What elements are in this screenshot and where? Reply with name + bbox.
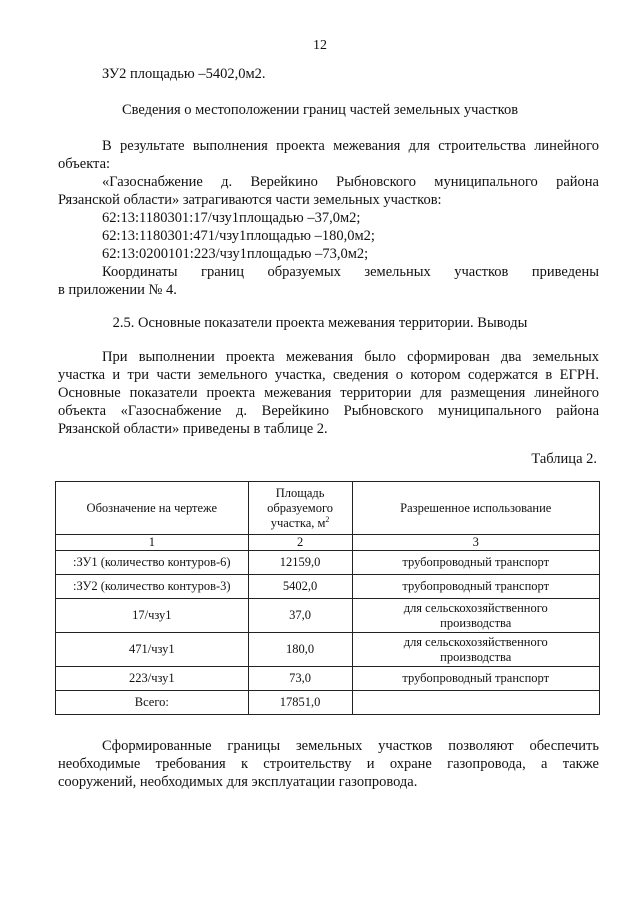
text-line: Сформированные границы земельных участков позволяют обеспечить xyxy=(102,738,599,754)
indicators-table xyxy=(55,481,600,715)
cell-total-label: Всего: xyxy=(56,691,249,715)
cell-total-use xyxy=(352,691,600,715)
cell-use-line: трубопроводный транспорт xyxy=(402,579,550,593)
cell-use xyxy=(352,599,600,633)
zu2-area-line: ЗУ2 площадью –5402,0м2. xyxy=(102,66,266,82)
cell-designation: :ЗУ1 (количество контуров-6) xyxy=(56,551,249,575)
text-line: «Газоснабжение д. Верейкино Рыбновского муниципального района xyxy=(102,174,599,190)
text-line: участка и три части земельного участка, сведения о котором содержатся в ЕГРН. xyxy=(58,367,599,383)
table-row xyxy=(56,599,600,633)
table-row xyxy=(56,575,600,599)
cell-designation: 223/чзу1 xyxy=(56,667,249,691)
cell-use-line: трубопроводный транспорт xyxy=(402,555,550,569)
text-line: объекта: xyxy=(58,156,111,172)
table-header-row xyxy=(56,482,600,535)
header-designation: Обозначение на чертеже xyxy=(56,482,249,535)
cell-designation: 17/чзу1 xyxy=(56,599,249,633)
column-number: 3 xyxy=(352,535,600,551)
cell-use-line: для сельскохозяйственного xyxy=(403,634,548,649)
text-line: Основные показатели проекта межевания территории для размещения линейного xyxy=(58,385,599,401)
cell-area: 37,0 xyxy=(248,599,352,633)
cell-use-line: трубопроводный транспорт xyxy=(402,671,550,685)
text-line: При выполнении проекта межевания было сформирован два земельных xyxy=(102,349,599,365)
list-item: 62:13:1180301:17/чзу1площадью –37,0м2; xyxy=(102,210,361,226)
header-area-superscript: 2 xyxy=(325,514,330,524)
cell-area: 180,0 xyxy=(248,633,352,667)
page-number: 12 xyxy=(313,38,327,53)
cell-total-area: 17851,0 xyxy=(248,691,352,715)
cell-use xyxy=(352,667,600,691)
header-area-line: образуемого xyxy=(267,500,334,515)
list-item: 62:13:1180301:471/чзу1площадью –180,0м2; xyxy=(102,228,375,244)
text-line: Координаты границ образуемых земельных участков приведены xyxy=(102,264,599,280)
cell-designation: :ЗУ2 (количество контуров-3) xyxy=(56,575,249,599)
text-line: сооружений, необходимых для эксплуатации газопровода. xyxy=(58,774,418,790)
cell-use xyxy=(352,633,600,667)
text-line: в приложении № 4. xyxy=(58,282,177,298)
cell-use xyxy=(352,575,600,599)
column-number: 1 xyxy=(56,535,249,551)
text-line: необходимые требования к строительству и охране газопровода, а также xyxy=(58,756,599,772)
text-line: В результате выполнения проекта межевания для строительства линейного xyxy=(102,138,599,154)
header-area xyxy=(248,482,352,535)
section-2-5-heading: 2.5. Основные показатели проекта межевания территории. Выводы xyxy=(112,315,528,331)
table-row xyxy=(56,633,600,667)
column-number: 2 xyxy=(248,535,352,551)
table-row xyxy=(56,551,600,575)
cell-area: 12159,0 xyxy=(248,551,352,575)
text-line: объекта «Газоснабжение д. Верейкино Рыбновского муниципального района xyxy=(58,403,599,419)
cell-use-line: для сельскохозяйственного xyxy=(403,600,548,615)
section-parts-heading: Сведения о местоположении границ частей земельных участков xyxy=(121,102,519,118)
header-area-line xyxy=(253,516,348,531)
text-line: Рязанской области» приведены в таблице 2. xyxy=(58,421,328,437)
table-number-row xyxy=(56,535,600,551)
cell-area: 5402,0 xyxy=(248,575,352,599)
list-item: 62:13:0200101:223/чзу1площадью –73,0м2; xyxy=(102,246,369,262)
header-area-line: Площадь xyxy=(275,485,325,500)
cell-use-line: производства xyxy=(440,649,512,664)
table-row xyxy=(56,667,600,691)
table-total-row xyxy=(56,691,600,715)
cell-use xyxy=(352,551,600,575)
table-caption: Таблица 2. xyxy=(531,451,597,467)
cell-designation: 471/чзу1 xyxy=(56,633,249,667)
cell-area: 73,0 xyxy=(248,667,352,691)
header-permitted-use: Разрешенное использование xyxy=(352,482,600,535)
text-line: Рязанской области» затрагиваются части земельных участков: xyxy=(58,192,442,208)
cell-use-line: производства xyxy=(440,615,512,630)
header-area-unit: участка, м xyxy=(270,515,326,530)
